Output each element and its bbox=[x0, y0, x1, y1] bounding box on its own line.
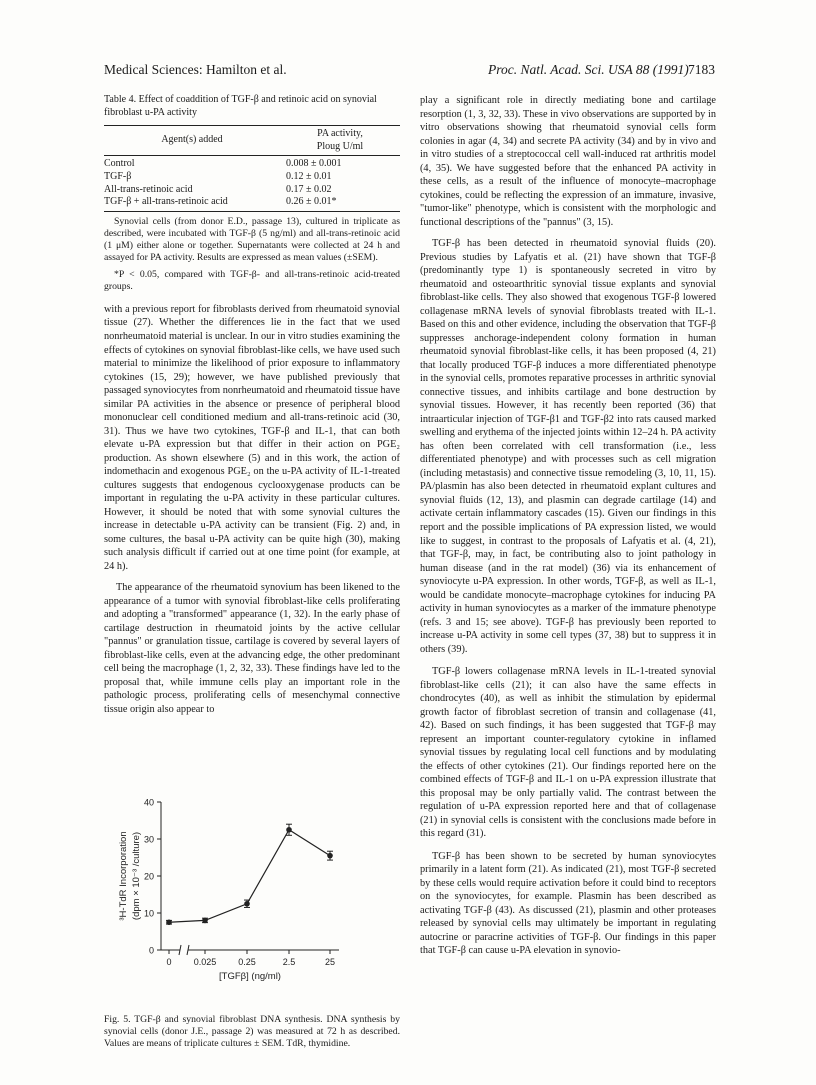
table-col-activity bbox=[280, 126, 400, 156]
x-tick-label: 2.5 bbox=[282, 957, 296, 967]
table-row bbox=[104, 156, 400, 171]
y-tick-label: 20 bbox=[143, 871, 154, 882]
x-axis-label: [TGFβ] (ng/ml) bbox=[219, 971, 281, 982]
table-cell-activity: 0.12 ± 0.01 bbox=[286, 170, 332, 182]
page-number: 7183 bbox=[688, 62, 715, 77]
y-tick-label: 30 bbox=[143, 834, 154, 845]
data-point bbox=[202, 918, 208, 924]
series-line bbox=[169, 830, 330, 923]
table-row bbox=[104, 171, 400, 184]
left-paragraph-1: with a previous report for fibroblasts derived from rheumatoid synovial tissue (27). Whether the differences lie in the fact that we used nonrheumatoid material is unclear. In our in vitro studies examining the effects of cytokines on synovial fibroblast-like cells, we have used such material to minimize the likelihood of prior exposure to inflammatory cytokines (15, 29); however, we have published previously that passaged synoviocytes from nonrheumatoid and rheumatoid tissue have similar PA activities in the absence or presence of peripheral blood mononuclear cell conditioned medium and all-trans-retinoic acid (30, 31). Thus we have two cytokines, TGF-β and IL-1, that can both elevate u-PA expression but that differ in their action on PGE₂ production. As shown elsewhere (5) and in this work, the action of indomethacin and exogenous PGE₂ on the u-PA activity of IL-1-treated cultures suggests that endogenous cyclooxygenase products can be important in regulating the u-PA activity in these particular cultures. However, it should be noted that with some synovial cultures the increase in detectable u-PA activity can be transient (Fig. 2) and, in some cultures, the basal u-PA activity can be quite high (30), making such analysis difficult if carried out at one time point (for example, at 24 h). bbox=[104, 303, 400, 572]
left-paragraph-2: The appearance of the rheumatoid synovium has been likened to the appearance of a tumor with synovial fibroblast-like cells proliferating and adopting a "transformed" appearance (1, 32). In the early phase of cartilage destruction in rheumatoid joints by the active cellular "pannus" or granulation tissue, cartilage is covered by several layers of fibroblast-like cells, even at the advancing edge, the other predominant cell being the macrophage (1, 2, 32, 33). These findings have led to the proposal that, while immune cells play an important role in the pathologic process, proliferating cells of mesenchymal connective tissue origin also appear to bbox=[104, 582, 400, 715]
data-point bbox=[327, 853, 333, 859]
table-4-caption: Table 4. Effect of coaddition of TGF-β and retinoic acid on synovial fibroblast u-PA activity bbox=[104, 94, 377, 118]
figure-5-caption: Fig. 5. TGF-β and synovial fibroblast DNA synthesis. DNA synthesis by synovial cells (donor J.E., passage 2) was measured at 72 h as described. Values are means of triplicate cultures ± SEM. TdR, thymidine. bbox=[104, 1014, 400, 1050]
left-column bbox=[104, 94, 400, 716]
table-cell-activity: 0.008 ± 0.001 bbox=[286, 158, 342, 170]
right-paragraph-1: play a significant role in directly mediating bone and cartilage resorption (1, 3, 32, 33). These in vivo observations are supported by in vitro observations showing that rheumatoid synovial cells form colonies in agar (4, 34) and secrete PA activity (34) and by in vivo and in vitro studies of a streptococcal cell wall-induced rat arthritis model (4, 35). We have suggested before that the enhanced PA activity in these cells, as a result of the influence of monocyte–macrophage cytokines, could be reflecting the expression of an immature, invasive, "tumor-like" phenotype, which is consistent with the morphologic and functional descriptions of the "pannus" (3, 15). bbox=[420, 95, 716, 228]
table-row bbox=[104, 184, 400, 197]
running-header-right bbox=[488, 62, 715, 78]
x-tick-label: 25 bbox=[324, 957, 336, 967]
right-paragraph-4: TGF-β has been shown to be secreted by human synoviocytes primarily in a latent form (21). As indicated (21), most TGF-β secreted by these cells would require activation before it could bind to receptors on the synoviocytes, for example. Plasmin has been described as activating TGF-β (43). As discussed (21), plasmin and other proteases released by synovial cells may ultimately be important in regulating autocrine or paracrine activities of TGF-β. Our findings in this paper that TGF-β can cause u-PA elevation in synovio- bbox=[420, 850, 716, 957]
x-tick-label: 0.025 bbox=[193, 957, 217, 967]
running-header-left: Medical Sciences: Hamilton et al. bbox=[104, 62, 287, 77]
y-tick-label: 40 bbox=[143, 797, 154, 808]
data-point bbox=[286, 827, 292, 833]
table-cell-activity: 0.26 ± 0.01* bbox=[280, 196, 400, 211]
right-paragraph-2: TGF-β has been detected in rheumatoid synovial fluids (20). Previous studies by Lafyatis et al. (21) have shown that TGF-β (predominantly type 1) is spontaneously secreted in vitro by rheumatoid and osteoarthritic synovial tissue explants and synovial fibroblast-like cells. They also showed that exogenous TGF-β lowered collagenase mRNA levels of synovial fibroblasts treated with IL-1. Based on this and other evidence, including the observation that TGF-β suppresses anchorage-independent colony formation in human rheumatoid synovial fibroblast-like cells, it has been proposed (4, 21) that locally produced TGF-β induces a more differentiated phenotype in the synovial cells, promotes reparative processes in arthritic synovial connective tissues, and inhibits cartilage and bone destruction by synovial tissues. However, it has recently been reported (36) that intraarticular injection of TGF-β1 and TGF-β2 into rats caused marked swelling and erythema of the injected joints within 12–24 h. PA activity has often been correlated with cell transformation (i.e., less differentiated phenotype) and with processes such as cell migration (including metastasis) and connective tissue remodeling (3, 10, 11, 15). PA/plasmin has also been detected in rheumatoid explant cultures and synovial fluids (12, 13), and plasmin can degrade cartilage (14) and activate certain inflammatory cascades (15). Given our findings in this report and the possible implications of PA expression listed, we would like to suggest, in contrast to the proposals of Lafyatis et al. (4, 21), that TGF-β, may, in fact, be contributing also to joint pathology in human disease (and in the rat model) (36) via its enhancement of synoviocyte u-PA expression. In other words, TGF-β, as well as IL-1, would be candidate monocyte–macrophage cytokines for inducing PA activity in human synoviocytes as a marker of the immature phenotype (refs. 3 and 15; see above). TGF-β has previously been reported to increase u-PA activity in some cell types (37, 38) but to suppress it in others (39). bbox=[420, 238, 716, 655]
table-4 bbox=[104, 125, 400, 212]
y-tick-label: 10 bbox=[143, 908, 154, 919]
table-4-footnote: Synovial cells (from donor E.D., passage 13), cultured in triplicate as described, were incubated with TGF-β (5 ng/ml) and all-trans-retinoic acid (1 μM) either alone or together. Supernatants were collected at 24 h and assayed for PA activity. Results are expressed as mean values (±SEM). bbox=[104, 215, 400, 264]
table-cell-agent: TGF-β + all-trans-retinoic acid bbox=[104, 196, 280, 211]
x-tick-label: 0 bbox=[166, 957, 172, 967]
table-row bbox=[104, 196, 400, 211]
table-cell-activity: 0.17 ± 0.02 bbox=[286, 183, 332, 195]
col-activity-line2: Ploug U/ml bbox=[316, 140, 364, 152]
y-tick-label: 0 bbox=[148, 945, 154, 956]
y-axis-label-units: (dpm × 10⁻³ /culture) bbox=[131, 831, 142, 921]
col-activity-line1: PA activity, bbox=[317, 128, 363, 140]
right-paragraph-3: TGF-β lowers collagenase mRNA levels in IL-1-treated synovial fibroblast-like cells (21); it can also have the same effects in chondrocytes (40), as well as inhibit the stimulation by epidermal growth factor of fibroblast secretion of transin and collagenase (41, 42). Based on such findings, it has been suggested that TGF-β may represent an important counter-regulatory cytokine in inflamed synovial tissues by regulating local cell functions and by modulating the effects of other cytokines (21). Our findings reported here on the combined effects of TGF-β and IL-1 on u-PA expression illustrate that this proposal may be only partially valid. The contrast between the regulation of u-PA expression reported here and that of collagenase (21) in synovial cells is consistent with the conclusions made before in this regard (31). bbox=[420, 666, 716, 840]
x-tick-label: 0.25 bbox=[238, 957, 256, 967]
table-cell-agent: All-trans-retinoic acid bbox=[104, 183, 193, 195]
table-4-significance: *P < 0.05, compared with TGF-β- and all-trans-retinoic acid-treated groups. bbox=[104, 268, 400, 292]
right-column bbox=[420, 94, 716, 958]
data-point bbox=[166, 919, 172, 925]
figure-5-chart bbox=[104, 794, 404, 1006]
table-col-agent: Agent(s) added bbox=[104, 126, 280, 156]
y-axis-label: ³H-TdR Incorporation bbox=[118, 831, 129, 921]
table-cell-agent: Control bbox=[104, 158, 135, 170]
table-cell-agent: TGF-β bbox=[104, 170, 132, 182]
data-point bbox=[244, 901, 250, 907]
journal-citation: Proc. Natl. Acad. Sci. USA 88 (1991) bbox=[488, 62, 689, 77]
